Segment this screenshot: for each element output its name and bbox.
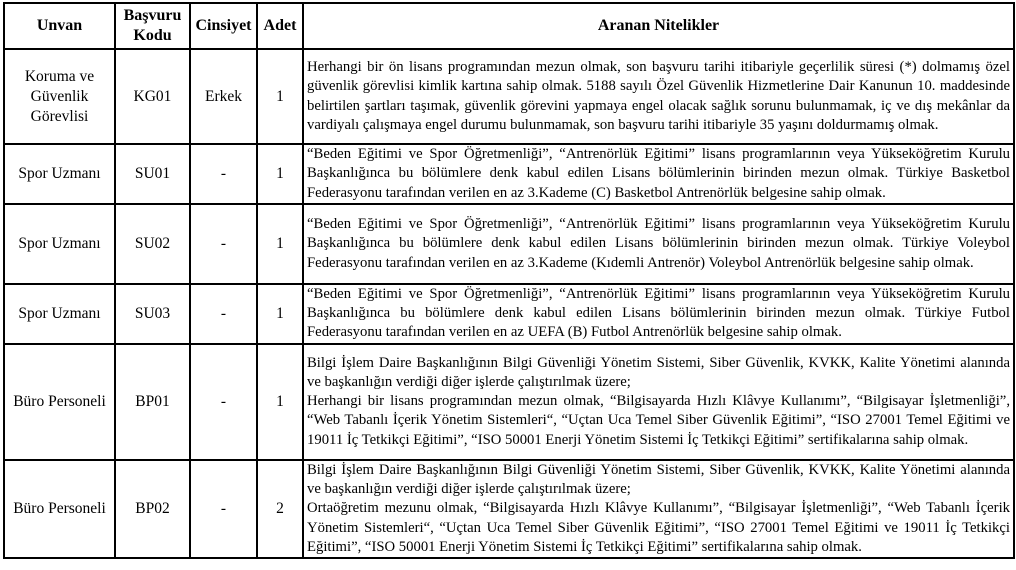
nitelikler-paragraph: Herhangi bir ön lisans programından mezun olmak, son başvuru tarihi itibariyle geçerlilik süresi (*) dolmamış özel güvenlik görevlisi kimlik kartına sahip olmak. 5188 sayılı Özel Güvenlik Hizmetlerine Dair Kanunun 10. maddesinde belirtilen şartları taşımak, güvenlik görevini yapmaya engel olacak sağlık sorunu bulunmamak, iç ve dış mekânlar da vardiyalı çalışmaya engel durumu bulunmamak, son başvuru tarihi itibariyle 35 yaşını doldurmamış olmak. <box>307 58 1010 133</box>
nitelikler-paragraph: “Beden Eğitimi ve Spor Öğretmenliği”, “Antrenörlük Eğitimi” lisans programlarının veya Yükseköğretim Kurulu Başkanlığınca bu bölümlere denk kabul edilen Lisans bölümlerinin birinden mezun olmak. Türkiye Futbol Federasyonu tarafından verilen en az UEFA (B) Futbol Antrenörlük belgesine sahip olmak. <box>307 285 1010 341</box>
table-row-su01 <box>4 144 1014 204</box>
nitelikler-cell <box>303 204 1014 284</box>
adet-cell: 1 <box>257 344 303 460</box>
table-body <box>4 49 1014 558</box>
column-header-unvan: Unvan <box>4 3 115 49</box>
nitelikler-paragraph: Bilgi İşlem Daire Başkanlığının Bilgi Güvenliği Yönetim Sistemi, Siber Güvenlik, KVKK, Kalite Yönetimi alanında ve başkanlığın verdiği diğer işlerde çalıştırılmak üzere; <box>307 461 1010 498</box>
table-row-kg01 <box>4 49 1014 144</box>
unvan-cell: Büro Personeli <box>4 460 115 558</box>
nitelikler-cell <box>303 144 1014 204</box>
nitelikler-cell <box>303 344 1014 460</box>
cinsiyet-cell: - <box>190 144 257 204</box>
basvuru-kodu-cell: BP02 <box>115 460 190 558</box>
cinsiyet-cell: - <box>190 204 257 284</box>
cinsiyet-cell: - <box>190 460 257 558</box>
nitelikler-paragraph: Ortaöğretim mezunu olmak, “Bilgisayarda Hızlı Klâvye Kullanımı”, “Bilgisayar İşletmenliği”, “Web Tabanlı İçerik Yönetim Sistemleri“, “Uçtan Uca Temel Siber Güvenlik Eğitimi”, “ISO 27001 Temel Eğitimi ve 19011 İç Tetkikçi Eğitimi”, “ISO 50001 Enerji Yönetim Sistemi İç Tetkikçi Eğitimi” sertifikalarına sahip olmak. <box>307 500 1010 555</box>
table-header <box>4 3 1014 49</box>
job-postings-table <box>3 2 1015 559</box>
column-header-cinsiyet: Cinsiyet <box>190 3 257 49</box>
basvuru-kodu-cell: SU02 <box>115 204 190 284</box>
nitelikler-paragraph: Bilgi İşlem Daire Başkanlığının Bilgi Güvenliği Yönetim Sistemi, Siber Güvenlik, KVKK, Kalite Yönetimi alanında ve başkanlığın verdiği diğer işlerde çalıştırılmak üzere; <box>307 354 1010 390</box>
nitelikler-paragraph: “Beden Eğitimi ve Spor Öğretmenliği”, “Antrenörlük Eğitimi” lisans programlarının veya Yükseköğretim Kurulu Başkanlığınca bu bölümlere denk kabul edilen Lisans bölümlerinin birinden mezun olmak. Türkiye Basketbol Federasyonu tarafından verilen en az 3.Kademe (C) Basketbol Antrenörlük belgesine sahip olmak. <box>307 146 1010 201</box>
unvan-cell: Büro Personeli <box>4 344 115 460</box>
table-row-bp01 <box>4 344 1014 460</box>
unvan-cell: Spor Uzmanı <box>4 204 115 284</box>
nitelikler-cell <box>303 284 1014 344</box>
column-header-basvuru-kodu: Başvuru Kodu <box>115 3 190 49</box>
basvuru-kodu-cell: SU01 <box>115 144 190 204</box>
adet-cell: 1 <box>257 49 303 144</box>
nitelikler-cell <box>303 49 1014 144</box>
cinsiyet-cell: - <box>190 284 257 344</box>
adet-cell: 2 <box>257 460 303 558</box>
basvuru-kodu-cell: BP01 <box>115 344 190 460</box>
unvan-cell: Spor Uzmanı <box>4 284 115 344</box>
nitelikler-cell <box>303 460 1014 558</box>
adet-cell: 1 <box>257 284 303 344</box>
basvuru-kodu-cell: KG01 <box>115 49 190 144</box>
header-row <box>4 3 1014 49</box>
adet-cell: 1 <box>257 144 303 204</box>
unvan-cell: Spor Uzmanı <box>4 144 115 204</box>
cinsiyet-cell: - <box>190 344 257 460</box>
nitelikler-paragraph: Herhangi bir lisans programından mezun olmak, “Bilgisayarda Hızlı Klâvye Kullanımı”, “Bilgisayar İşletmenliği”, “Web Tabanlı İçerik Yönetim Sistemleri“, “Uçtan Uca Temel Siber Güvenlik Eğitimi”, “ISO 27001 Temel Eğitimi ve 19011 İç Tetkikçi Eğitimi”, “ISO 50001 Enerji Yönetim Sistemi İç Tetkikçi Eğitimi” sertifikalarına sahip olmak. <box>307 393 1010 448</box>
table-row-bp02 <box>4 460 1014 558</box>
basvuru-kodu-cell: SU03 <box>115 284 190 344</box>
adet-cell: 1 <box>257 204 303 284</box>
table-row-su03 <box>4 284 1014 344</box>
table-row-su02 <box>4 204 1014 284</box>
column-header-aranan-nitelikler: Aranan Nitelikler <box>303 3 1014 49</box>
nitelikler-paragraph: “Beden Eğitimi ve Spor Öğretmenliği”, “Antrenörlük Eğitimi” lisans programlarının veya Yükseköğretim Kurulu Başkanlığınca bu bölümlere denk kabul edilen Lisans bölümlerinin birinden mezun olmak. Türkiye Voleybol Federasyonu tarafından verilen en az 3.Kademe (Kıdemli Antrenör) Voleybol Antrenörlük belgesine sahip olmak. <box>307 215 1010 271</box>
column-header-adet: Adet <box>257 3 303 49</box>
unvan-cell: Koruma ve Güvenlik Görevlisi <box>4 49 115 144</box>
cinsiyet-cell: Erkek <box>190 49 257 144</box>
